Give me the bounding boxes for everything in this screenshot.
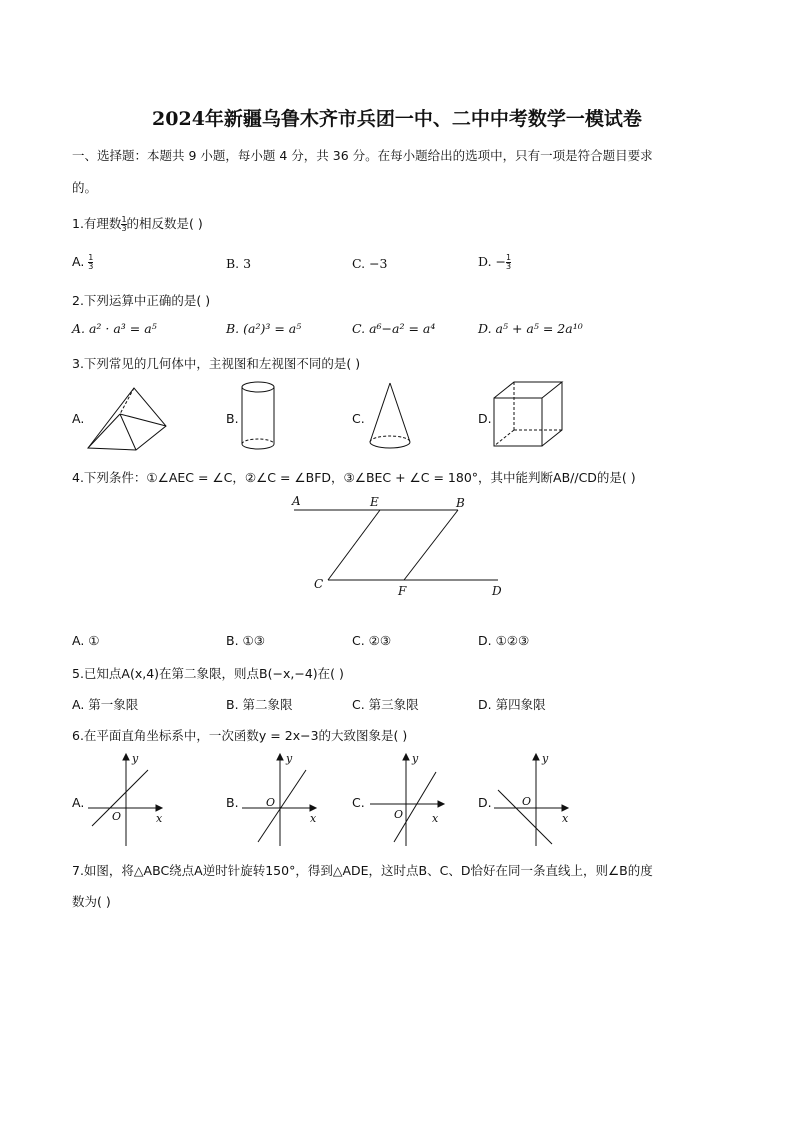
section-header-line2: 的。 — [72, 180, 98, 195]
q6-option-c[interactable]: C. — [352, 795, 365, 810]
graph-a-x-label: x — [156, 812, 163, 825]
q1-a-den: 3 — [88, 262, 94, 271]
cube-hidden-diagonal — [494, 430, 514, 446]
cylinder-bottom-front — [242, 444, 274, 449]
graph-a-y-arrow — [123, 754, 129, 760]
q1-post: 的相反数是( ) — [126, 216, 203, 231]
q1-option-d[interactable] — [478, 254, 511, 271]
question-3-stem: 3.下列常见的几何体中，主视图和左视图不同的是( ) — [72, 356, 361, 371]
q1-d-den: 3 — [506, 262, 512, 271]
q4-option-a[interactable]: A. ① — [72, 633, 100, 648]
q1-frac-den: 3 — [121, 224, 127, 233]
q1-option-d-label: D. − — [478, 254, 506, 269]
triangular-prism-figure — [86, 380, 170, 456]
cube-front-face — [494, 398, 542, 446]
question-5-stem: 5.已知点A(x,4)在第二象限，则点B(−x,−4)在( ) — [72, 666, 344, 681]
q1-frac-num: 1 — [121, 215, 127, 224]
graph-c-y-label: y — [412, 752, 419, 765]
prism-edge-top — [120, 414, 166, 426]
label-d: D — [492, 584, 502, 598]
parallel-lines-figure — [286, 492, 508, 602]
cube-figure — [492, 380, 568, 450]
cylinder-figure — [238, 380, 278, 454]
q3-option-d[interactable]: D. — [478, 411, 492, 426]
label-f: F — [398, 584, 407, 598]
graph-a-y-label: y — [132, 752, 139, 765]
graph-c-y-arrow — [403, 754, 409, 760]
label-e: E — [370, 495, 379, 509]
graph-d-y-arrow — [533, 754, 539, 760]
label-b: B — [456, 496, 465, 510]
q2-option-c[interactable]: C. a⁶−a² = a⁴ — [352, 321, 436, 336]
q2-option-b[interactable]: B. (a²)³ = a⁵ — [226, 321, 302, 336]
cone-base-back — [370, 436, 410, 442]
graph-c-line — [394, 772, 436, 842]
question-7-line2: 数为( ) — [72, 894, 111, 909]
graph-d-x-arrow — [562, 805, 568, 811]
cylinder-top — [242, 382, 274, 392]
q1-option-a-label: A. — [72, 254, 85, 269]
q1-option-a[interactable] — [72, 254, 93, 271]
prism-hidden-edge-1 — [120, 388, 134, 414]
label-c: C — [314, 577, 324, 591]
graph-b-y-arrow — [277, 754, 283, 760]
cone-right — [390, 383, 410, 442]
line-bf — [404, 510, 458, 580]
q5-option-d[interactable]: D. 第四象限 — [478, 697, 546, 712]
graph-d-x-label: x — [562, 812, 569, 825]
graph-c-origin: O — [394, 808, 404, 821]
cube-top-face — [494, 382, 562, 398]
q6-option-b[interactable]: B. — [226, 795, 239, 810]
line-ec — [328, 510, 380, 580]
q1-a-num: 1 — [88, 253, 94, 262]
cone-figure — [366, 380, 414, 454]
graph-c-figure — [368, 750, 452, 848]
question-6-stem: 6.在平面直角坐标系中，一次函数y = 2x−3的大致图象是( ) — [72, 728, 408, 743]
graph-a-figure — [86, 750, 170, 848]
label-a: A — [292, 494, 301, 508]
q5-option-c[interactable]: C. 第三象限 — [352, 697, 419, 712]
q2-option-a[interactable]: A. a² · a³ = a⁵ — [72, 321, 157, 336]
q4-option-b[interactable]: B. ①③ — [226, 633, 265, 648]
q1-option-c[interactable]: C. −3 — [352, 256, 388, 271]
graph-d-figure — [492, 750, 576, 848]
question-2-stem: 2.下列运算中正确的是( ) — [72, 293, 211, 308]
prism-edge-front — [120, 414, 136, 450]
q1-option-d-fraction — [506, 254, 511, 271]
graph-d-y-label: y — [542, 752, 549, 765]
q1-d-num: 1 — [506, 253, 512, 262]
cube-right-edge — [542, 382, 562, 446]
question-4-stem: 4.下列条件：①∠AEC = ∠C，②∠C = ∠BFD，③∠BEC + ∠C = 180°，其中能判断AB//CD的是( ) — [72, 470, 636, 485]
graph-b-x-arrow — [310, 805, 316, 811]
section-header-line1: 一、选择题：本题共 9 小题，每小题 4 分，共 36 分。在每小题给出的选项中，只有一项是符合题目要求 — [72, 148, 653, 163]
question-7-line1: 7.如图，将△ABC绕点A逆时针旋转150°，得到△ADE，这时点B、C、D恰好在同一条直线上，则∠B的度 — [72, 863, 653, 878]
prism-edge-left — [88, 414, 120, 448]
graph-b-figure — [240, 750, 324, 848]
q6-option-d[interactable]: D. — [478, 795, 492, 810]
graph-a-x-arrow — [156, 805, 162, 811]
graph-b-x-label: x — [310, 812, 317, 825]
q3-option-b[interactable]: B. — [226, 411, 239, 426]
q6-option-a[interactable]: A. — [72, 795, 85, 810]
q4-option-c[interactable]: C. ②③ — [352, 633, 392, 648]
graph-b-origin: O — [266, 796, 276, 809]
cone-base-front — [370, 442, 410, 448]
graph-b-y-label: y — [286, 752, 293, 765]
q5-option-a[interactable]: A. 第一象限 — [72, 697, 139, 712]
page-title: 2024年新疆乌鲁木齐市兵团一中、二中中考数学一模试卷 — [152, 108, 642, 130]
graph-a-origin: O — [112, 810, 122, 823]
q2-option-d[interactable]: D. a⁵ + a⁵ = 2a¹⁰ — [478, 321, 583, 336]
q1-pre: 1.有理数 — [72, 216, 122, 231]
cone-left — [370, 383, 390, 442]
graph-c-x-arrow — [438, 801, 444, 807]
q5-option-b[interactable]: B. 第二象限 — [226, 697, 293, 712]
q1-option-b[interactable]: B. 3 — [226, 256, 252, 271]
q1-option-a-fraction — [88, 254, 93, 271]
q3-option-c[interactable]: C. — [352, 411, 365, 426]
question-1-stem — [72, 214, 203, 233]
prism-outline — [88, 388, 166, 450]
q4-option-d[interactable]: D. ①②③ — [478, 633, 530, 648]
graph-d-origin: O — [522, 795, 532, 808]
cylinder-bottom-back — [242, 439, 274, 444]
q3-option-a[interactable]: A. — [72, 411, 85, 426]
graph-c-x-label: x — [432, 812, 439, 825]
